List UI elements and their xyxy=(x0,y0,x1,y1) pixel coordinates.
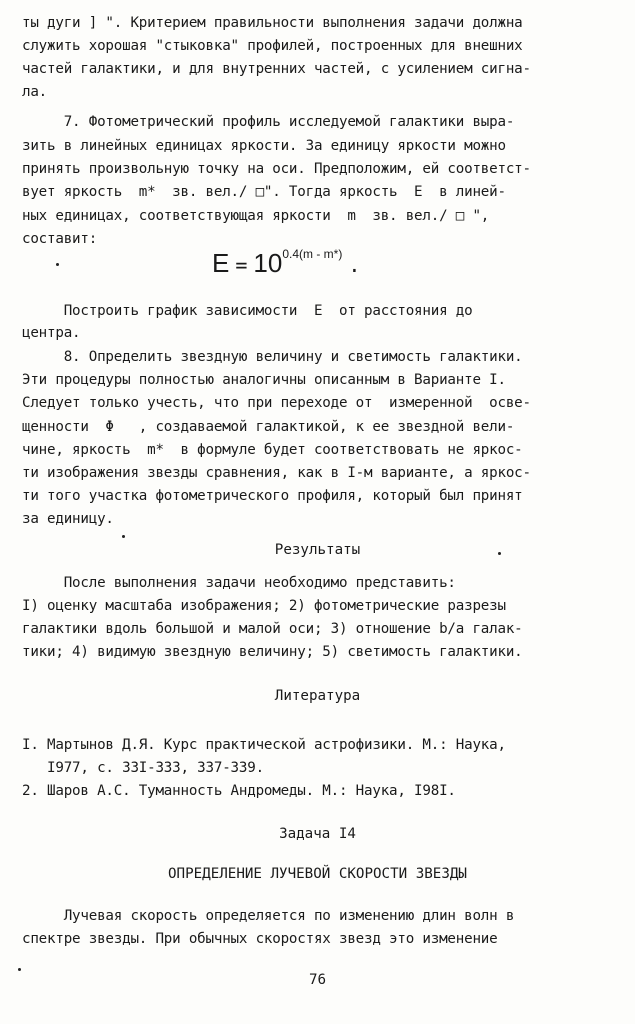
text-line: служить хорошая "стыковка" профилей, построенных для внешних xyxy=(22,38,523,54)
text-line: галактики вдоль большой и малой оси; 3) отношение b/a галак- xyxy=(22,621,523,637)
literature-heading: Литература xyxy=(274,688,361,704)
text-line: ти изображения звезды сравнения, как в I-м варианте, а яркос- xyxy=(22,465,531,481)
text-line: I) оценку масштаба изображения; 2) фотометрические разрезы xyxy=(22,598,506,614)
text-line: центра. xyxy=(22,325,81,341)
page-number: 76 xyxy=(308,972,327,988)
text-line: принять произвольную точку на оси. Предположим, ей соответст- xyxy=(22,161,531,177)
text-line: Построить график зависимости E от расстояния до xyxy=(22,303,473,319)
literature-item: I977, с. 33I-333, 337-339. xyxy=(22,760,264,776)
formula-end: . xyxy=(348,253,361,277)
text-line: Эти процедуры полностью аналогичны описанным в Варианте I. xyxy=(22,372,506,388)
literature-item: 2. Шаров А.С. Туманность Андромеды. М.: Наука, I98I. xyxy=(22,783,456,799)
text-line: за единицу. xyxy=(22,511,114,527)
task-heading: Задача I4 xyxy=(279,826,356,842)
text-line: частей галактики, и для внутренних частей, с усилением сигна- xyxy=(22,61,531,77)
text-line: 8. Определить звездную величину и светимость галактики. xyxy=(22,349,523,365)
results-heading: Результаты xyxy=(274,542,361,558)
text-line: тики; 4) видимую звездную величину; 5) светимость галактики. xyxy=(22,644,523,660)
formula-exponent: 0.4(m - m*) xyxy=(282,247,343,261)
text-line: чине, яркость m* в формуле будет соответствовать не яркос- xyxy=(22,442,523,458)
text-line: спектре звезды. При обычных скоростях звезд это изменение xyxy=(22,931,498,947)
scan-speck xyxy=(122,535,125,538)
text-line: вует яркость m* зв. вел./ □". Тогда яркость E в линей- xyxy=(22,184,506,200)
text-line: щенности Φ , создаваемой галактикой, к ее звездной вели- xyxy=(22,419,515,435)
scan-speck xyxy=(498,552,501,555)
scan-speck xyxy=(18,968,21,971)
formula-equals: = xyxy=(235,253,248,277)
brightness-formula xyxy=(212,248,366,279)
text-line: Следует только учесть, что при переходе от измеренной осве- xyxy=(22,395,531,411)
text-line: Лучевая скорость определяется по изменению длин волн в xyxy=(22,908,515,924)
text-line: зить в линейных единицах яркости. За единицу яркости можно xyxy=(22,138,506,154)
task-title: ОПРЕДЕЛЕНИЕ ЛУЧЕВОЙ СКОРОСТИ ЗВЕЗДЫ xyxy=(168,866,467,882)
text-line: ты дуги ] ". Критерием правильности выполнения задачи должна xyxy=(22,15,523,31)
literature-item: I. Мартынов Д.Я. Курс практической астрофизики. М.: Наука, xyxy=(22,737,506,753)
text-line: После выполнения задачи необходимо представить: xyxy=(22,575,456,591)
text-line: ла. xyxy=(22,84,48,100)
text-line: составит: xyxy=(22,231,98,247)
formula-base: 10 xyxy=(253,248,283,278)
text-line: ти того участка фотометрического профиля, который был принят xyxy=(22,488,523,504)
text-line: ных единицах, соответствующая яркости m зв. вел./ □ ", xyxy=(22,208,490,224)
formula-lhs: E xyxy=(212,248,230,278)
scan-speck xyxy=(56,263,59,266)
text-line: 7. Фотометрический профиль исследуемой галактики выра- xyxy=(22,114,515,130)
